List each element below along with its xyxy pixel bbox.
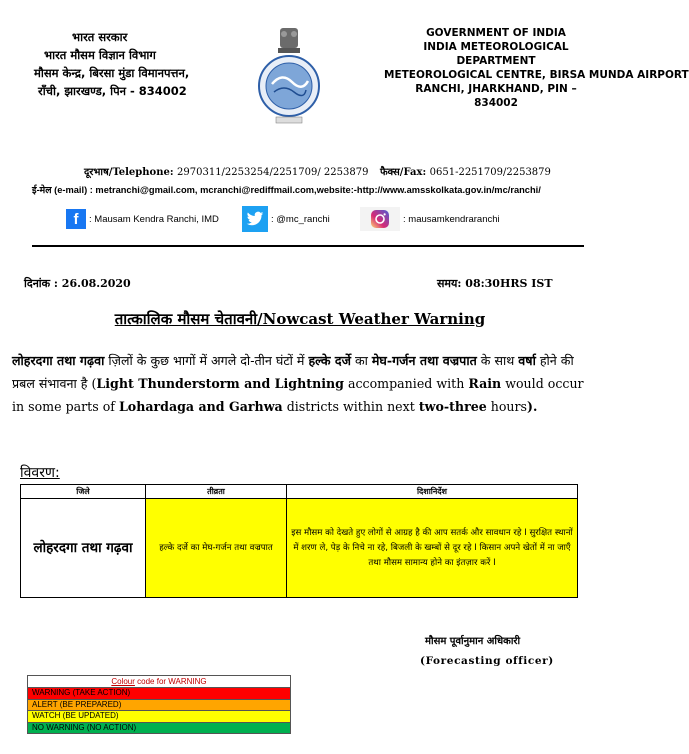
- contact-email: ई-मेल (e-mail) : metranchi@gmail.com, mcranchi@rediffmail.com,website:-http://www.amsskolkata.gov.in/mc/ranchi/: [32, 185, 541, 195]
- warning-paragraph: [12, 349, 590, 418]
- details-label: विवरण:: [20, 465, 60, 481]
- social-twitter[interactable]: [242, 206, 330, 232]
- phone-number: 2970311/2253254/2251709/ 2253879: [177, 167, 369, 178]
- legend-row-watch: WATCH (BE UPDATED): [28, 711, 290, 723]
- english-header-line: RANCHI, JHARKHAND, PIN – 834002: [415, 83, 577, 109]
- english-header-line: INDIA METEOROLOGICAL DEPARTMENT: [423, 41, 569, 67]
- twitter-icon: [242, 206, 268, 232]
- officer-title-hindi: मौसम पूर्वानुमान अधिकारी: [425, 636, 521, 647]
- table-row: [21, 499, 578, 598]
- facebook-handle: : Mausam Kendra Ranchi, IMD: [89, 213, 219, 225]
- warning-colour-legend: [27, 675, 291, 734]
- warning-text: का: [350, 353, 372, 368]
- hindi-header: [34, 28, 234, 100]
- twitter-handle: : @mc_ranchi: [271, 213, 330, 225]
- legend-row-no-warning: NO WARNING (NO ACTION): [28, 723, 290, 734]
- social-facebook[interactable]: [66, 209, 219, 229]
- warning-rain-english: Rain: [468, 376, 502, 391]
- hindi-header-line: मौसम केन्द्र, बिरसा मुंडा विमानपत्तन,: [34, 66, 190, 80]
- header-severity: तीव्रता: [146, 485, 287, 499]
- legend-row-alert: ALERT (BE PREPARED): [28, 700, 290, 712]
- header-divider: [32, 245, 584, 247]
- legend-title: [28, 676, 290, 688]
- warning-districts-hindi: लोहरदगा तथा गढ़वा: [12, 353, 105, 368]
- warning-text: accompanied with: [343, 376, 469, 391]
- bulletin-date: दिनांक : 26.08.2020: [24, 277, 131, 290]
- table-header-row: [21, 485, 578, 499]
- english-header-line: METEOROLOGICAL CENTRE, BIRSA MUNDA AIRPORT: [384, 69, 689, 81]
- warning-text: would occur in some parts of: [12, 376, 584, 414]
- imd-emblem-icon: [250, 26, 328, 126]
- hindi-header-line: भारत सरकार: [72, 30, 128, 44]
- instagram-icon: [360, 207, 400, 231]
- warning-text: districts within next: [282, 399, 419, 414]
- facebook-icon: f: [66, 209, 86, 229]
- warning-text-end: ).: [527, 399, 538, 414]
- contact-phone-fax: [84, 164, 551, 178]
- advisory-cell: इस मौसम को देखते हुए लोगों से आग्रह है की आप सतर्क और सावधान रहे I सुरक्षित स्थानों में शरण ले, पेड़ के निचे ना रहे, बिजली के खम्बों से दूर रहे I किसान अपने खेतों में ना जाएँ तथा मौसम सामान्य होने का इंतज़ार करें I: [287, 499, 578, 598]
- warning-text: होने की प्रबल संभावना है (: [12, 353, 574, 391]
- header-advisory: दिशानिर्देश: [287, 485, 578, 499]
- warning-districts-english: Lohardaga and Garhwa: [118, 399, 283, 414]
- warning-details-table: [20, 484, 578, 598]
- hindi-header-line: राँची, झारखण्ड, पिन - 834002: [38, 84, 187, 98]
- warning-text: hours: [486, 399, 528, 414]
- warning-intensity-hindi: हल्के दर्जे: [308, 353, 351, 368]
- warning-duration: two-three: [418, 399, 487, 414]
- instagram-handle: : mausamkendraranchi: [403, 213, 500, 225]
- hindi-header-line: भारत मौसम विज्ञान विभाग: [44, 48, 156, 62]
- header-district: जिले: [21, 485, 146, 499]
- bulletin-time: समय: 08:30HRS IST: [437, 277, 553, 290]
- phone-label: दूरभाष/Telephone:: [84, 167, 178, 178]
- social-instagram[interactable]: [360, 207, 500, 231]
- warning-rain-hindi: वर्षा: [518, 353, 536, 368]
- warning-phenomenon-english: Light Thunderstorm and Lightning: [96, 376, 344, 391]
- english-header-line: GOVERNMENT OF INDIA: [426, 27, 566, 39]
- officer-title-english: (Forecasting officer): [420, 655, 554, 667]
- warning-phenomenon-hindi: मेघ-गर्जन तथा वज्रपात: [371, 353, 477, 368]
- fax-number: 0651-2251709/2253879: [429, 167, 551, 178]
- warning-text: ज़िलों के कुछ भागों में अगले दो-तीन घंटों में: [104, 353, 309, 368]
- legend-title-word: Colour: [111, 677, 135, 686]
- bulletin-title: तात्कालिक मौसम चेतावनी/Nowcast Weather Warning: [114, 310, 486, 328]
- severity-cell: हल्के दर्जे का मेघ-गर्जन तथा वज्रपात: [146, 499, 287, 598]
- district-cell: लोहरदगा तथा गढ़वा: [21, 499, 146, 598]
- fax-label: फैक्स/Fax:: [379, 167, 430, 178]
- warning-text: के साथ: [476, 353, 519, 368]
- legend-row-warning: WARNING (TAKE ACTION): [28, 688, 290, 700]
- english-header: [384, 26, 689, 110]
- legend-title-rest: code for WARNING: [134, 677, 207, 686]
